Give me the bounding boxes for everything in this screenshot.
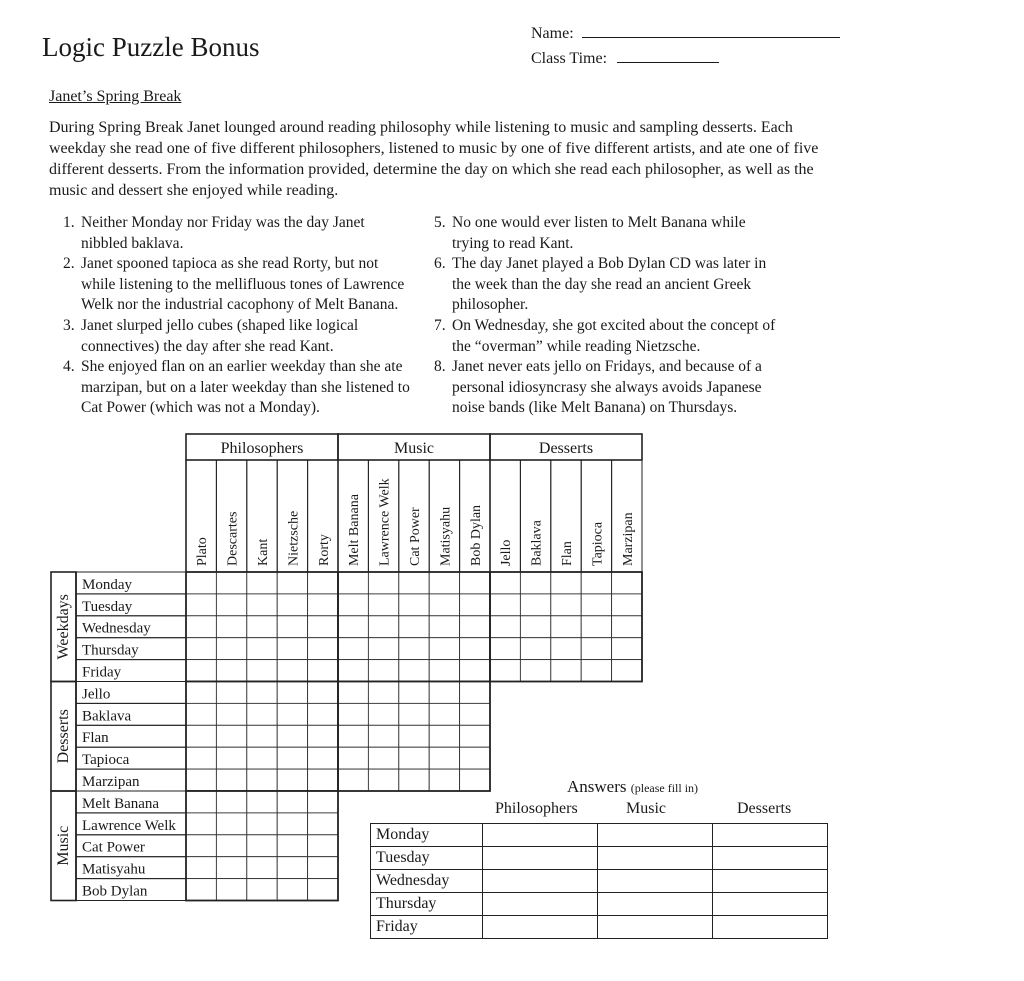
grid-cell[interactable] [399, 725, 429, 747]
grid-cell[interactable] [460, 703, 490, 725]
grid-cell[interactable] [338, 682, 368, 704]
grid-cell[interactable] [216, 572, 246, 594]
grid-cell[interactable] [368, 660, 398, 682]
grid-cell[interactable] [186, 638, 216, 660]
grid-cell[interactable] [368, 594, 398, 616]
answer-cell[interactable] [713, 824, 828, 847]
grid-cell[interactable] [581, 594, 611, 616]
grid-cell[interactable] [216, 879, 246, 901]
answers-title: Answers (please fill in) [567, 777, 699, 796]
grid-cell[interactable] [338, 703, 368, 725]
clue: 6. The day Janet played a Bob Dylan CD was later in the week than the day she read an ancient Greek philosopher. [434, 255, 767, 313]
answer-day-label: Friday [371, 916, 483, 939]
grid-cell[interactable] [338, 594, 368, 616]
grid-cell[interactable] [308, 682, 338, 704]
grid-cell[interactable] [338, 747, 368, 769]
grid-cell[interactable] [216, 616, 246, 638]
grid-cell[interactable] [399, 660, 429, 682]
grid-cell[interactable] [308, 703, 338, 725]
page-title: Logic Puzzle Bonus [42, 32, 260, 62]
grid-cell[interactable] [490, 638, 520, 660]
grid-cell[interactable] [368, 616, 398, 638]
grid-cell[interactable] [429, 769, 459, 791]
grid-cell[interactable] [399, 638, 429, 660]
grid-cell[interactable] [186, 857, 216, 879]
clue: 5. No one would ever listen to Melt Banana while trying to read Kant. [434, 214, 746, 252]
grid-cell[interactable] [520, 638, 550, 660]
answer-cell[interactable] [713, 870, 828, 893]
grid-cell[interactable] [247, 682, 277, 704]
grid-cell[interactable] [216, 813, 246, 835]
grid-cell[interactable] [277, 638, 307, 660]
grid-cell[interactable] [186, 660, 216, 682]
grid-cell[interactable] [338, 572, 368, 594]
row-group-label: Music [55, 825, 72, 866]
answer-day-label: Monday [371, 824, 483, 847]
column-label: Rorty [316, 534, 332, 566]
grid-cell[interactable] [520, 572, 550, 594]
answers-note: (please fill in) [630, 781, 699, 795]
answers-header-desserts: Desserts [737, 800, 792, 817]
grid-cell[interactable] [277, 857, 307, 879]
grid-cell[interactable] [186, 791, 216, 813]
grid-cell[interactable] [247, 769, 277, 791]
puzzle-subtitle: Janet’s Spring Break [49, 88, 182, 105]
answer-cell[interactable] [598, 847, 713, 870]
grid-cell[interactable] [247, 616, 277, 638]
clue: 3. Janet slurped jello cubes (shaped like logical connectives) the day after she read Kant. [63, 317, 359, 355]
grid-cell[interactable] [338, 616, 368, 638]
grid-cell[interactable] [308, 857, 338, 879]
grid-cell[interactable] [186, 769, 216, 791]
grid-cell[interactable] [216, 791, 246, 813]
table-row [371, 893, 828, 916]
grid-cell[interactable] [216, 725, 246, 747]
grid-cell[interactable] [460, 572, 490, 594]
grid-cell[interactable] [247, 791, 277, 813]
grid-cell[interactable] [520, 616, 550, 638]
grid-cell[interactable] [581, 572, 611, 594]
column-label: Marzipan [620, 512, 636, 566]
grid-cell[interactable] [338, 660, 368, 682]
column-label: Descartes [225, 511, 241, 566]
grid-cell[interactable] [216, 747, 246, 769]
table-row [371, 847, 828, 870]
grid-cell[interactable] [551, 638, 581, 660]
grid-cell[interactable] [277, 594, 307, 616]
answer-cell[interactable] [713, 847, 828, 870]
grid-cell[interactable] [308, 791, 338, 813]
grid-cell[interactable] [277, 616, 307, 638]
grid-cell[interactable] [277, 747, 307, 769]
grid-cell[interactable] [368, 703, 398, 725]
column-label: Jello [499, 539, 515, 566]
grid-cell[interactable] [490, 594, 520, 616]
grid-cell[interactable] [308, 660, 338, 682]
answer-day-label: Thursday [371, 893, 483, 916]
grid-cell[interactable] [216, 703, 246, 725]
grid-cell[interactable] [247, 572, 277, 594]
row-label: Thursday [82, 642, 139, 659]
grid-cell[interactable] [399, 594, 429, 616]
grid-cell[interactable] [186, 682, 216, 704]
answer-cell[interactable] [483, 893, 598, 916]
grid-cell[interactable] [612, 594, 642, 616]
grid-cell[interactable] [399, 769, 429, 791]
column-label: Flan [560, 541, 575, 566]
column-label: Plato [195, 537, 211, 566]
grid-cell[interactable] [308, 725, 338, 747]
grid-cell[interactable] [216, 857, 246, 879]
grid-cell[interactable] [612, 660, 642, 682]
row-label: Tuesday [82, 598, 133, 615]
grid-cell[interactable] [277, 769, 307, 791]
grid-cell[interactable] [308, 747, 338, 769]
grid-cell[interactable] [277, 682, 307, 704]
clue: 1. Neither Monday nor Friday was the day Janet nibbled baklava. [63, 214, 365, 252]
grid-cell[interactable] [277, 791, 307, 813]
grid-cell[interactable] [429, 594, 459, 616]
column-label: Melt Banana [347, 494, 363, 566]
row-label: Matisyahu [82, 861, 146, 878]
clue: 7. On Wednesday, she got excited about the concept of the “overman” while reading Nietzsche. [434, 317, 776, 355]
answer-cell[interactable] [713, 893, 828, 916]
answers-header-music: Music [626, 800, 666, 817]
grid-cell[interactable] [186, 616, 216, 638]
row-label: Friday [82, 664, 122, 681]
column-label: Kant [256, 538, 271, 566]
grid-cell[interactable] [277, 725, 307, 747]
grid-cell[interactable] [308, 638, 338, 660]
grid-cell[interactable] [368, 769, 398, 791]
grid-cell[interactable] [216, 682, 246, 704]
grid-cell[interactable] [338, 769, 368, 791]
grid-cell[interactable] [520, 660, 550, 682]
grid-cell[interactable] [308, 835, 338, 857]
grid-cell[interactable] [308, 879, 338, 901]
grid-cell[interactable] [429, 682, 459, 704]
row-label: Tapioca [82, 752, 130, 769]
grid-cell[interactable] [247, 660, 277, 682]
grid-cell[interactable] [429, 660, 459, 682]
row-label: Baklava [82, 708, 132, 725]
column-group-label: Music [394, 440, 434, 457]
column-label: Nietzsche [286, 510, 302, 566]
grid-cell[interactable] [368, 682, 398, 704]
grid-cell[interactable] [429, 703, 459, 725]
column-label: Lawrence Welk [377, 478, 393, 566]
grid-cell[interactable] [399, 572, 429, 594]
column-group-label: Philosophers [220, 440, 304, 457]
grid-cell[interactable] [308, 813, 338, 835]
grid-cell[interactable] [216, 835, 246, 857]
grid-cell[interactable] [460, 725, 490, 747]
table-row [371, 824, 828, 847]
grid-cell[interactable] [551, 572, 581, 594]
grid-cell[interactable] [612, 616, 642, 638]
grid-cell[interactable] [429, 638, 459, 660]
grid-cell[interactable] [277, 835, 307, 857]
grid-cell[interactable] [520, 594, 550, 616]
answer-cell[interactable] [483, 847, 598, 870]
grid-cell[interactable] [460, 682, 490, 704]
clue: 4. She enjoyed flan on an earlier weekday than she ate marzipan, but on a later weekday than she listened to Cat Power (which was not a Monday). [63, 358, 410, 416]
grid-cell[interactable] [460, 769, 490, 791]
row-group-label: Weekdays [55, 594, 72, 660]
row-label: Marzipan [82, 774, 140, 790]
grid-cell[interactable] [460, 616, 490, 638]
grid-cell[interactable] [277, 813, 307, 835]
grid-cell[interactable] [216, 769, 246, 791]
answers-table [370, 823, 828, 939]
grid-cell[interactable] [490, 616, 520, 638]
grid-cell[interactable] [399, 616, 429, 638]
grid-cell[interactable] [247, 857, 277, 879]
grid-cell[interactable] [368, 638, 398, 660]
answer-cell[interactable] [598, 916, 713, 939]
answer-cell[interactable] [598, 824, 713, 847]
row-label: Flan [82, 730, 109, 747]
grid-cell[interactable] [277, 660, 307, 682]
grid-cell[interactable] [490, 660, 520, 682]
column-group-label: Desserts [538, 440, 594, 457]
grid-cell[interactable] [186, 594, 216, 616]
row-label: Monday [82, 576, 132, 593]
grid-cell[interactable] [612, 638, 642, 660]
grid-cell[interactable] [277, 572, 307, 594]
grid-cell[interactable] [186, 725, 216, 747]
grid-cell[interactable] [186, 747, 216, 769]
column-label: Tapioca [590, 521, 606, 566]
column-label: Matisyahu [438, 506, 454, 566]
grid-cell[interactable] [429, 616, 459, 638]
answer-day-label: Tuesday [371, 847, 483, 870]
grid-cell[interactable] [551, 616, 581, 638]
grid-cell[interactable] [490, 572, 520, 594]
grid-cell[interactable] [368, 725, 398, 747]
grid-cell[interactable] [308, 594, 338, 616]
grid-cell[interactable] [460, 660, 490, 682]
grid-cell[interactable] [338, 725, 368, 747]
table-row [371, 870, 828, 893]
answer-cell[interactable] [483, 870, 598, 893]
row-label: Melt Banana [82, 795, 160, 812]
grid-cell[interactable] [581, 638, 611, 660]
grid-cell[interactable] [277, 703, 307, 725]
name-label: Name: [531, 25, 574, 42]
answers-header-philosophers: Philosophers [495, 800, 578, 817]
answer-cell[interactable] [598, 893, 713, 916]
grid-cell[interactable] [308, 769, 338, 791]
grid-cell[interactable] [399, 747, 429, 769]
grid-cell[interactable] [308, 616, 338, 638]
row-label: Lawrence Welk [82, 817, 176, 834]
grid-cell[interactable] [247, 747, 277, 769]
grid-cell[interactable] [368, 572, 398, 594]
column-label: Bob Dylan [468, 504, 484, 566]
answer-cell[interactable] [483, 916, 598, 939]
grid-cell[interactable] [247, 638, 277, 660]
table-row [371, 916, 828, 939]
grid-cell[interactable] [216, 638, 246, 660]
grid-cell[interactable] [247, 879, 277, 901]
grid-cell[interactable] [186, 703, 216, 725]
grid-cell[interactable] [186, 813, 216, 835]
grid-cell[interactable] [247, 813, 277, 835]
grid-cell[interactable] [247, 703, 277, 725]
row-label: Bob Dylan [82, 883, 148, 900]
grid-cell[interactable] [581, 660, 611, 682]
grid-cell[interactable] [247, 835, 277, 857]
grid-cell[interactable] [308, 572, 338, 594]
grid-cell[interactable] [612, 572, 642, 594]
column-label: Cat Power [408, 507, 423, 566]
grid-cell[interactable] [216, 660, 246, 682]
grid-cell[interactable] [551, 660, 581, 682]
grid-cell[interactable] [429, 572, 459, 594]
grid-cell[interactable] [368, 747, 398, 769]
grid-cell[interactable] [216, 594, 246, 616]
answer-cell[interactable] [713, 916, 828, 939]
grid-cell[interactable] [581, 616, 611, 638]
clue: 2. Janet spooned tapioca as she read Rorty, but not while listening to the mellifluous tones of Lawrence Welk nor the industrial cacophony of Melt Banana. [63, 255, 405, 313]
answer-cell[interactable] [483, 824, 598, 847]
answer-cell[interactable] [598, 870, 713, 893]
grid-cell[interactable] [186, 572, 216, 594]
grid-cell[interactable] [460, 747, 490, 769]
grid-cell[interactable] [460, 638, 490, 660]
grid-cell[interactable] [460, 594, 490, 616]
grid-cell[interactable] [186, 835, 216, 857]
grid-cell[interactable] [399, 682, 429, 704]
grid-cell[interactable] [186, 879, 216, 901]
row-label: Wednesday [82, 620, 151, 637]
grid-cell[interactable] [551, 594, 581, 616]
puzzle-intro: During Spring Break Janet lounged around reading philosophy while listening to music and sampling desserts. Each weekday she read one of five different philosophers, listened to music by one of five different artists, and ate one of five different desserts. From the information provided, determine the day on which she read each philosopher, as well as the music and dessert she enjoyed while reading. [49, 119, 819, 199]
grid-cell[interactable] [277, 879, 307, 901]
answer-day-label: Wednesday [371, 870, 483, 893]
clue: 8. Janet never eats jello on Fridays, and because of a personal idiosyncrasy she always avoids Japanese noise bands (like Melt Banana) on Thursdays. [434, 358, 762, 416]
column-label: Baklava [529, 520, 545, 566]
grid-cell[interactable] [429, 747, 459, 769]
row-group-label: Desserts [55, 709, 72, 764]
grid-cell[interactable] [399, 703, 429, 725]
row-label: Jello [82, 686, 111, 703]
grid-cell[interactable] [247, 594, 277, 616]
row-label: Cat Power [82, 839, 145, 856]
grid-cell[interactable] [338, 638, 368, 660]
class-time-label: Class Time: [531, 50, 608, 67]
grid-cell[interactable] [247, 725, 277, 747]
grid-cell[interactable] [429, 725, 459, 747]
